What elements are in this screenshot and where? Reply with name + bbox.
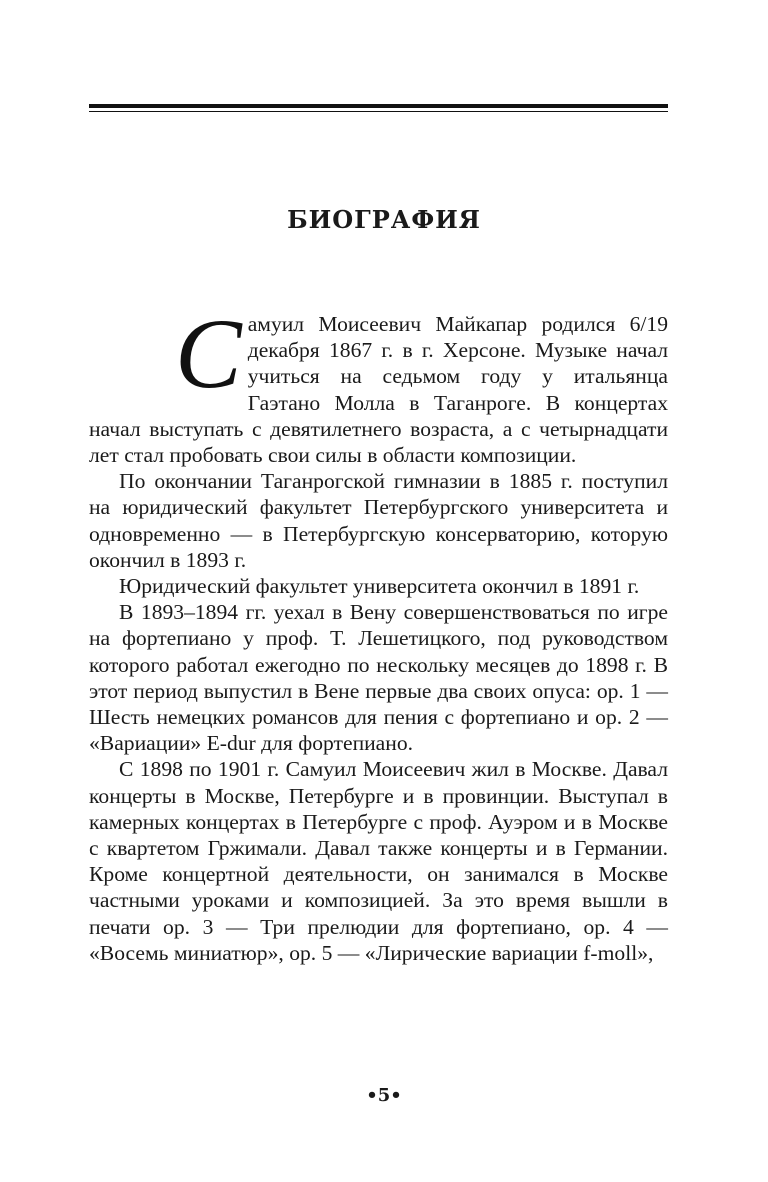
page-number: •5•	[366, 1085, 402, 1106]
header-rule-thin	[89, 111, 668, 112]
body-text	[89, 298, 668, 966]
header-rule-thick	[89, 104, 668, 108]
paragraph-3: Юридический факультет университета окончил в 1891 г.	[119, 574, 640, 599]
drop-cap: С	[175, 298, 242, 409]
paragraph-2: По окончании Таганрогской гимназии в 1885 г. поступил на юридический факультет Петербургского университета и одновременно — в Петербургскую консерваторию, которую окончил в 1893 г.	[89, 469, 668, 572]
chapter-title: БИОГРАФИЯ	[287, 205, 481, 234]
paragraph-1-text: амуил Моисеевич Майкапар родился 6/19 декабря 1867 г. в г. Херсоне. Музыке начал учиться на седьмом году у итальянца Гаэтано Молла в Таганроге. В концертах начал выступать с девятилетнего возраста, а с четырнадцати лет стал пробовать свои силы в области композиции.	[89, 312, 668, 468]
paragraph-4: В 1893–1894 гг. уехал в Вену совершенствоваться по игре на фортепиано у проф. Т. Лешетицкого, под руководством которого работал ежегодно по нескольку месяцев до 1898 г. В этот период выпустил в Вене первые два своих опуса: ор. 1 — Шесть немецких романсов для пения с фортепиано и ор. 2 — «Вариации» E-dur для фортепиано.	[89, 600, 668, 756]
paragraph-5: С 1898 по 1901 г. Самуил Моисеевич жил в Москве. Давал концерты в Москве, Петербурге и в провинции. Выступал в камерных концертах в Петербурге с проф. Ауэром и в Москве с квартетом Гржимали. Давал также концерты и в Германии. Кроме концертной деятельности, он занимался в Москве частными уроками и композицией. За это время вышли в печати ор. 3 — Три прелюдии для фортепиано, ор. 4 — «Восемь миниатюр», ор. 5 — «Лирические вариации f-moll»,	[89, 757, 668, 965]
paragraph-1	[89, 298, 668, 468]
